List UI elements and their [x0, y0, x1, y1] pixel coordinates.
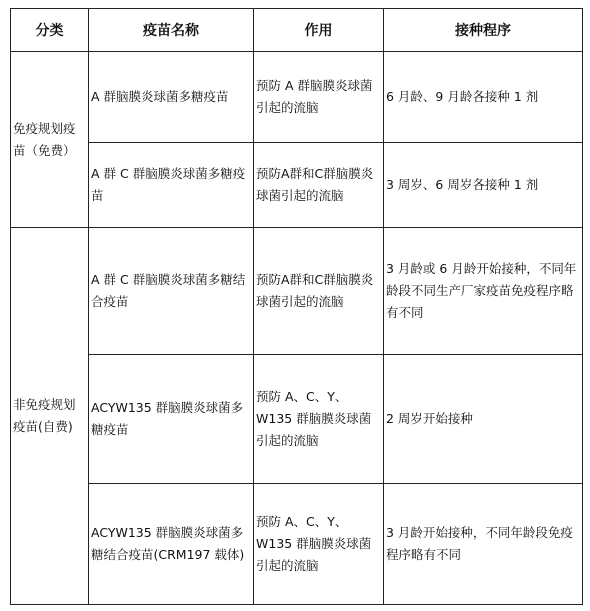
table-row — [11, 143, 583, 228]
header-category: 分类 — [11, 9, 89, 52]
table-row — [11, 484, 583, 605]
vaccine-schedule: 6 月龄、9 月龄各接种 1 剂 — [384, 52, 583, 143]
vaccine-name: A 群 C 群脑膜炎球菌多糖疫苗 — [89, 143, 254, 228]
vaccine-name: ACYW135 群脑膜炎球菌多糖结合疫苗(CRM197 载体) — [89, 484, 254, 605]
vaccine-effect: 预防 A、C、Y、W135 群脑膜炎球菌引起的流脑 — [254, 355, 384, 484]
header-schedule: 接种程序 — [384, 9, 583, 52]
table-row — [11, 228, 583, 355]
vaccine-name: ACYW135 群脑膜炎球菌多糖疫苗 — [89, 355, 254, 484]
category-free: 免疫规划疫苗（免费） — [11, 52, 89, 228]
vaccine-schedule: 3 月龄开始接种，不同年龄段免疫程序略有不同 — [384, 484, 583, 605]
table-row — [11, 355, 583, 484]
header-effect: 作用 — [254, 9, 384, 52]
vaccine-effect: 预防A群和C群脑膜炎球菌引起的流脑 — [254, 143, 384, 228]
vaccine-effect: 预防 A 群脑膜炎球菌引起的流脑 — [254, 52, 384, 143]
table-row — [11, 52, 583, 143]
header-vaccine-name: 疫苗名称 — [89, 9, 254, 52]
vaccine-schedule: 3 周岁、6 周岁各接种 1 剂 — [384, 143, 583, 228]
vaccine-effect: 预防A群和C群脑膜炎球菌引起的流脑 — [254, 228, 384, 355]
vaccine-table — [10, 8, 583, 605]
vaccine-name: A 群脑膜炎球菌多糖疫苗 — [89, 52, 254, 143]
vaccine-schedule: 3 月龄或 6 月龄开始接种，不同年龄段不同生产厂家疫苗免疫程序略有不同 — [384, 228, 583, 355]
category-paid: 非免疫规划疫苗(自费) — [11, 228, 89, 605]
vaccine-name: A 群 C 群脑膜炎球菌多糖结合疫苗 — [89, 228, 254, 355]
vaccine-schedule: 2 周岁开始接种 — [384, 355, 583, 484]
vaccine-effect: 预防 A、C、Y、W135 群脑膜炎球菌引起的流脑 — [254, 484, 384, 605]
header-row — [11, 9, 583, 52]
